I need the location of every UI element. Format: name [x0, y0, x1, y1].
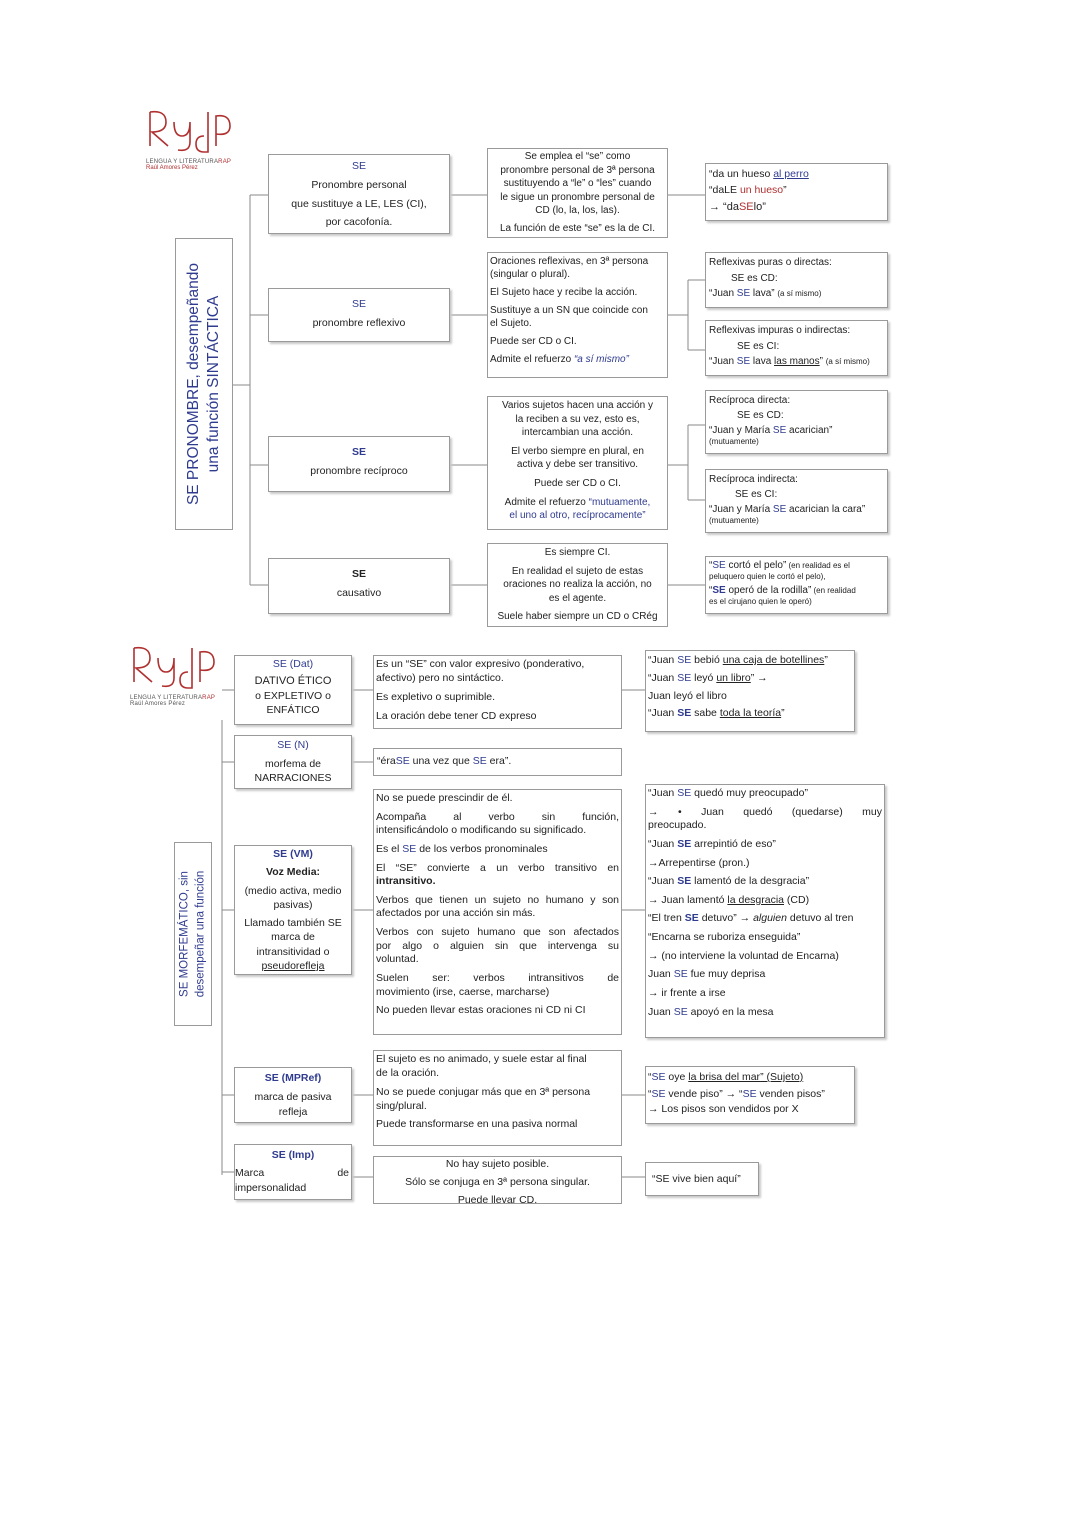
text-span: una vez que — [409, 755, 473, 767]
example-line — [709, 354, 884, 370]
example-reciproca-indirecta — [705, 469, 888, 533]
text-span: Juan — [648, 1005, 674, 1018]
desc-line: El “SE” convierte a un verbo transitivo en — [376, 861, 619, 874]
desc-line: Suelen ser: verbos intransitivos de — [376, 972, 619, 985]
text-span: un libro — [716, 671, 751, 684]
desc-line: El verbo siempre en plural, en — [511, 445, 644, 457]
example-line — [648, 671, 852, 687]
example-line: →Arrepentirse (pron.) — [648, 856, 750, 869]
node-causativo — [268, 558, 450, 614]
example-line — [648, 787, 882, 801]
text-span: SE — [772, 425, 787, 436]
text-span: “ — [648, 1071, 652, 1083]
node-pronombre-reflexivo — [268, 288, 450, 342]
example-line: → (no interviene la voluntad de Encarna) — [648, 949, 839, 962]
desc-line: afectados por una acción sin más. — [376, 907, 536, 920]
desc-line: Es siempre CI. — [544, 547, 611, 558]
desc-line: sing/plural. — [376, 1099, 427, 1112]
node-line: Pronombre personal — [311, 179, 407, 192]
example-line: Reflexivas puras o directas: — [709, 257, 832, 268]
text-span: “Juan — [648, 837, 678, 850]
text-span: SE — [395, 755, 410, 767]
text-span: “daLE — [709, 183, 740, 196]
example-line: preocupado. — [648, 819, 707, 832]
text-span: “da un hueso — [709, 168, 774, 180]
logo-bottom-author: Raúl Amores Pérez — [130, 701, 186, 707]
desc-line: Puede ser CD o CI. — [490, 336, 577, 347]
node-line: marca de — [271, 931, 315, 944]
text-span: Es el — [376, 842, 403, 855]
text-span: detuvo” → — [698, 912, 754, 925]
example-line — [648, 1006, 882, 1020]
node-line: NARRACIONES — [254, 772, 332, 785]
node-head: SE — [351, 160, 366, 172]
desc-line: movimiento (irse, caerse, marcharse) — [376, 985, 550, 998]
example-reciproca-directa — [705, 390, 888, 454]
desc-line — [376, 843, 619, 857]
top-title-line2: una función SINTÁCTICA — [205, 295, 222, 473]
text-span: acarician la cara” — [786, 504, 866, 515]
example-reflexiva-indirecta — [705, 320, 888, 376]
node-narraciones — [234, 735, 352, 789]
desc-line — [377, 754, 618, 768]
example-voz-media — [645, 784, 885, 1038]
text-span: “Juan — [648, 875, 678, 888]
node-line: morfema de — [264, 757, 322, 770]
desc-line: pronombre personal de 3ª persona — [500, 164, 655, 176]
desc-reflexivo — [487, 252, 668, 378]
desc-line: le sigue un pronombre personal de — [500, 191, 655, 203]
text-span: “Juan — [648, 671, 678, 684]
text-span: SE — [677, 787, 692, 799]
text-span: “El tren — [648, 912, 685, 925]
example-line — [648, 838, 882, 852]
text-span: lava” — [750, 288, 775, 299]
node-line: refleja — [278, 1105, 308, 1118]
node-line: pronombre reflexivo — [312, 317, 406, 330]
example-line — [648, 706, 852, 722]
desc-line: afectivo) pero no sintáctico. — [376, 671, 504, 684]
bottom-title-line2: desempeñar una función — [194, 870, 206, 998]
text-span: un hueso — [739, 183, 784, 196]
desc-line: No se puede prescindir de él. — [376, 792, 513, 804]
desc-personal — [487, 148, 668, 238]
example-line: SE es CI: — [735, 489, 778, 500]
desc-line: El Sujeto hace y recibe la acción. — [490, 287, 638, 298]
text-span: ” → — [750, 671, 768, 684]
text-span: “Juan y María — [709, 504, 773, 515]
text-span: Marca — [235, 1167, 265, 1180]
text-span: sabe — [691, 707, 720, 720]
example-line — [709, 559, 884, 572]
desc-line: No se puede conjugar más que en 3ª persona — [376, 1085, 591, 1098]
node-line: intransitividad o — [256, 945, 330, 958]
text-span: una caja de botellines — [722, 654, 825, 666]
example-line — [709, 183, 884, 199]
node-line: pronombre recíproco — [310, 465, 408, 478]
text-span: quedó muy preocupado” — [691, 787, 808, 799]
example-line: Recíproca indirecta: — [709, 474, 798, 485]
node-line: ENFÁTICO — [266, 704, 320, 716]
desc-line: intransitivo. — [376, 875, 436, 888]
text-span: SE — [712, 560, 726, 571]
text-span: lamentó de la desgracia” — [691, 875, 810, 888]
logo-bottom-text: LENGUA Y LITERATURA — [130, 695, 203, 701]
example-dativo — [645, 650, 855, 732]
text-span: SE — [673, 968, 688, 981]
example-pasiva-refleja — [645, 1066, 855, 1124]
node-line — [235, 1166, 351, 1180]
example-personal — [705, 163, 888, 221]
node-line: marca de pasiva — [254, 1091, 332, 1104]
example-line — [648, 875, 882, 889]
text-span: apoyó en la mesa — [687, 1005, 774, 1018]
example-line: SE es CI: — [737, 340, 780, 352]
text-span: SE — [651, 1088, 666, 1101]
text-span: vende piso” → “ — [665, 1088, 743, 1101]
logo-top — [146, 108, 246, 180]
desc-voz-media — [373, 789, 622, 1035]
desc-line: de la oración. — [376, 1066, 440, 1079]
desc-line: por algo o alguien sin que intervenga su — [376, 939, 619, 952]
text-span: lo” — [753, 200, 766, 213]
desc-line: Sólo se conjuga en 3ª persona singular. — [405, 1176, 590, 1189]
node-pasiva-refleja — [234, 1067, 352, 1123]
text-span: SE — [677, 875, 692, 888]
node-head: SE (MPRef) — [264, 1072, 322, 1084]
desc-line: Verbos que tienen un sujeto no humano y son — [376, 893, 619, 906]
example-line: SE es CD: — [731, 272, 778, 284]
desc-line: No pueden llevar estas oraciones ni CD ni CI — [376, 1004, 586, 1017]
desc-line: Acompaña al verbo sin función, — [376, 810, 619, 823]
example-line: Reflexivas impuras o indirectas: — [709, 325, 851, 336]
example-line — [709, 286, 884, 302]
example-line: Juan leyó el libro — [648, 689, 727, 702]
desc-narraciones — [373, 748, 622, 776]
node-line: Voz Media: — [265, 866, 321, 879]
desc-line — [490, 496, 665, 510]
desc-line: Suele haber siempre un CD o CRég — [497, 611, 658, 623]
text-span: “Juan — [709, 288, 737, 299]
logo-top-suffix: RAP — [218, 159, 232, 165]
text-span: bebió — [691, 654, 723, 666]
logo-bottom — [130, 644, 230, 716]
text-span: la desgracia — [727, 893, 785, 906]
logo-top-author: Raúl Amores Pérez — [146, 165, 198, 171]
node-pronombre-personal — [268, 154, 450, 234]
node-head: SE — [351, 446, 366, 458]
text-span: acarician” — [786, 425, 833, 436]
node-line: por cacofonía. — [325, 216, 393, 229]
text-span: fue muy deprisa — [687, 968, 766, 981]
example-reflexiva-directa — [705, 252, 888, 308]
desc-line: activa y debe ser transitivo. — [516, 459, 639, 471]
example-line: “SE vive bien aquí” — [652, 1173, 741, 1185]
text-span: detuvo al tren — [786, 912, 854, 925]
text-span: operó de la rodilla” — [725, 585, 812, 597]
desc-line: La oración debe tener CD expreso — [376, 709, 537, 722]
text-span: SE — [677, 837, 692, 850]
text-span: SE — [677, 671, 692, 684]
desc-line: Puede transformarse en una pasiva normal — [376, 1118, 578, 1131]
node-line: pseudorefleja — [261, 959, 325, 972]
desc-line: Oraciones reflexivas, en 3ª persona — [490, 256, 649, 267]
desc-line: oraciones no realiza la acción, no — [503, 579, 652, 591]
desc-line: intercambian una acción. — [521, 427, 634, 439]
example-line: (mutuamente) — [709, 437, 759, 446]
text-span: → “da — [709, 200, 739, 213]
desc-pasiva-refleja — [373, 1050, 622, 1146]
text-span: “ — [709, 560, 713, 571]
text-span: “mutuamente, — [588, 496, 651, 508]
desc-impersonalidad — [373, 1156, 622, 1207]
text-span: al perro — [773, 168, 809, 180]
text-span: (en realidad — [811, 586, 856, 596]
text-span: (a sí mismo) — [825, 357, 870, 366]
text-span: ” (Sujeto) — [760, 1071, 804, 1083]
text-span: SE — [712, 585, 726, 597]
desc-line: el uno al otro, recíprocamente” — [509, 510, 646, 522]
text-span: SE — [738, 200, 754, 213]
desc-line: Puede llevar CD. — [457, 1194, 538, 1207]
desc-line: En realidad el sujeto de estas — [511, 565, 644, 577]
text-span: “éra — [377, 755, 396, 767]
desc-line: sustituyendo a “le” o “les” cuando — [503, 178, 652, 190]
example-line — [648, 968, 882, 982]
rap-logo-mark — [146, 108, 232, 154]
node-head: SE — [351, 568, 366, 580]
node-line: o EXPLETIVO o — [255, 690, 331, 703]
desc-line: Se emplea el “se” como — [524, 151, 631, 162]
text-span: “Juan — [648, 654, 678, 666]
node-impersonalidad — [234, 1144, 352, 1200]
text-span: SE — [472, 755, 487, 767]
text-span: SE — [677, 654, 692, 666]
node-head: SE (N) — [277, 739, 309, 751]
node-head: SE (Imp) — [271, 1149, 315, 1161]
example-line: “Encarna se ruboriza enseguida” — [648, 931, 801, 944]
text-span: “ — [648, 1088, 652, 1101]
text-span: la brisa del mar — [688, 1071, 761, 1083]
node-line: impersonalidad — [235, 1181, 307, 1194]
example-line: SE es CD: — [737, 410, 784, 421]
text-span: Admite el refuerzo — [504, 496, 589, 508]
desc-line: Es expletivo o suprimible. — [376, 690, 496, 703]
node-voz-media — [234, 845, 352, 975]
text-span: de — [337, 1167, 349, 1180]
text-span: lava — [750, 356, 775, 367]
text-span: “ — [709, 585, 713, 597]
text-span: SE — [651, 1071, 666, 1083]
node-head: SE (Dat) — [272, 658, 314, 670]
node-line: DATIVO ÉTICO — [254, 674, 332, 687]
node-pronombre-reciproco — [268, 436, 450, 492]
example-line: (mutuamente) — [709, 516, 759, 525]
desc-line: voluntad. — [376, 953, 419, 966]
desc-dativo — [373, 655, 622, 729]
example-causativo — [705, 556, 888, 614]
desc-line: No hay sujeto posible. — [445, 1158, 550, 1170]
desc-line — [490, 353, 665, 366]
example-line — [709, 199, 884, 216]
bottom-title-line1: SE MORFEMÁTICO, sin — [178, 871, 191, 997]
text-span: (CD) — [784, 893, 810, 906]
text-span: SE — [677, 707, 692, 720]
desc-line: Es un “SE” con valor expresivo (ponderativo, — [376, 658, 585, 670]
example-line: → ir frente a irse — [648, 987, 726, 1000]
logo-bottom-suffix: RAP — [202, 695, 216, 701]
text-span: → Juan lamentó — [648, 893, 728, 906]
logo-top-text: LENGUA Y LITERATURA — [146, 159, 219, 165]
example-line — [648, 912, 882, 926]
text-span: ” — [824, 654, 828, 666]
text-span: “Juan — [709, 356, 737, 367]
text-span: “Juan — [648, 787, 678, 799]
node-head: SE — [351, 298, 366, 310]
desc-line: Verbos con sujeto humano que son afectados — [376, 926, 619, 939]
text-span: SE — [736, 288, 751, 299]
bottom-title-box — [174, 842, 212, 1026]
top-title-box — [175, 238, 233, 530]
example-line — [709, 423, 884, 438]
text-span: SE — [673, 1005, 688, 1018]
node-head: SE (VM) — [273, 848, 313, 860]
desc-line: CD (lo, la, los, las). — [535, 205, 620, 217]
text-span: era”. — [486, 755, 512, 767]
example-line — [709, 584, 884, 597]
example-line: es el cirujano quien le operó) — [709, 597, 812, 607]
node-line: que sustituye a LE, LES (CI), — [291, 197, 427, 210]
text-span: cortó el pelo” — [725, 560, 787, 571]
text-span: leyó — [691, 671, 717, 684]
text-span: SE — [742, 1088, 757, 1101]
text-span: “Juan — [648, 707, 678, 720]
text-span: SE — [736, 356, 751, 367]
desc-line: El sujeto es no animado, y suele estar al final — [376, 1053, 587, 1065]
example-line: → • Juan quedó (quedarse) muy — [648, 805, 882, 818]
example-line: → Los pisos son vendidos por X — [648, 1102, 799, 1115]
example-line — [709, 502, 884, 517]
text-span: (en realidad es el — [786, 561, 850, 570]
text-span: venden pisos” — [756, 1088, 825, 1101]
desc-line: Puede ser CD o CI. — [534, 477, 621, 489]
node-line: Llamado también SE — [244, 917, 342, 930]
text-span: de los verbos pronominales — [416, 842, 548, 855]
example-line — [648, 1070, 852, 1084]
desc-line: Varios sujetos hacen una acción y — [501, 400, 653, 411]
example-line: Recíproca directa: — [709, 395, 791, 406]
text-span: SE — [684, 912, 699, 925]
example-line: peluquero quien le cortó el pelo), — [709, 572, 826, 581]
text-span: SE — [402, 842, 417, 855]
desc-line: Sustituye a un SN que coincide con — [490, 305, 648, 316]
text-span: “a sí mismo” — [573, 354, 629, 365]
text-span: Juan — [648, 968, 674, 981]
text-span: “Juan y María — [709, 425, 773, 436]
text-span: alguien — [753, 912, 787, 925]
example-line — [648, 1087, 852, 1101]
text-span: ” — [781, 707, 785, 720]
text-span: (a sí mismo) — [777, 289, 822, 298]
node-line: causativo — [336, 587, 382, 600]
example-line — [709, 167, 884, 183]
text-span: ” — [819, 356, 823, 367]
node-line: (medio activa, medio — [244, 884, 342, 897]
example-impersonalidad — [645, 1162, 759, 1196]
text-span: toda la teoría — [719, 707, 782, 720]
example-line — [648, 653, 852, 669]
desc-line: (singular o plural). — [490, 269, 571, 280]
desc-line: el Sujeto. — [490, 318, 532, 329]
example-line — [648, 894, 882, 908]
desc-line: es el agente. — [548, 592, 607, 604]
text-span: oye — [665, 1071, 689, 1083]
top-title-line1: SE PRONOMBRE, desempeñando — [184, 262, 202, 506]
text-span: Admite el refuerzo — [490, 354, 574, 365]
desc-line: la reciben a su vez, esto es, — [515, 413, 640, 425]
text-span: SE — [772, 504, 787, 515]
text-span: ” — [783, 183, 787, 196]
desc-line: La función de este “se” es la de CI. — [499, 222, 656, 234]
rap-logo-mark — [130, 644, 216, 690]
node-dativo-etico — [234, 655, 352, 725]
text-span: arrepintió de eso” — [691, 837, 776, 850]
desc-reciproco — [487, 396, 668, 530]
desc-causativo — [487, 543, 668, 627]
desc-line: intensificándolo o modificando su significado. — [376, 824, 587, 837]
text-span: las manos — [774, 356, 820, 367]
node-line: pasivas) — [273, 898, 313, 911]
